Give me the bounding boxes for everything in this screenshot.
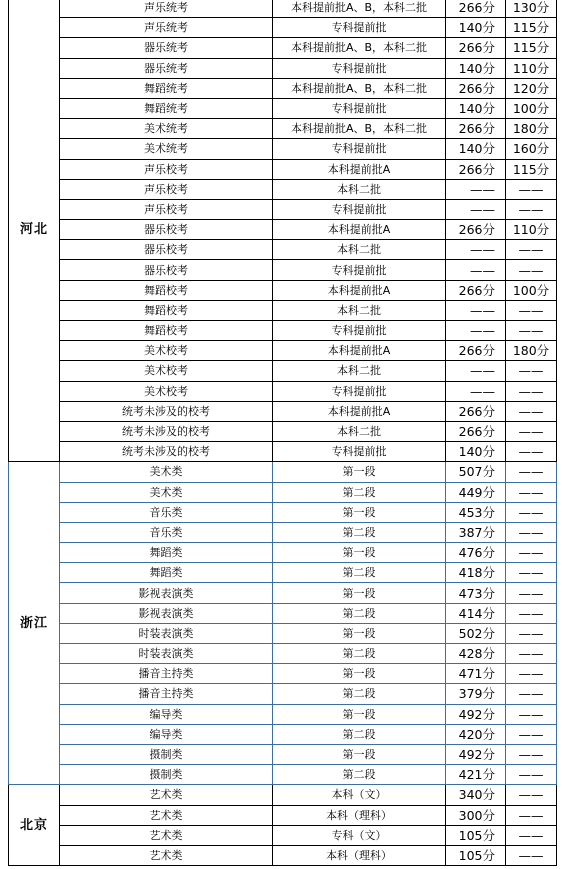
score-cell: 140分 bbox=[446, 98, 506, 118]
table-row bbox=[9, 199, 557, 219]
score-cell: 420分 bbox=[446, 724, 506, 744]
table-row bbox=[9, 18, 557, 38]
category-cell: 美术类 bbox=[60, 462, 273, 482]
subject-score-cell: —— bbox=[506, 401, 557, 421]
table-row bbox=[9, 603, 557, 623]
score-cell: 300分 bbox=[446, 805, 506, 825]
batch-cell: 第一段 bbox=[273, 704, 446, 724]
table-row bbox=[9, 704, 557, 724]
score-cell: 140分 bbox=[446, 58, 506, 78]
category-cell: 声乐校考 bbox=[60, 179, 273, 199]
category-cell: 艺术类 bbox=[60, 845, 273, 865]
batch-cell: 本科二批 bbox=[273, 421, 446, 441]
score-cell: 492分 bbox=[446, 744, 506, 764]
category-cell: 舞蹈类 bbox=[60, 543, 273, 563]
table-row bbox=[9, 98, 557, 118]
table-row bbox=[9, 58, 557, 78]
category-cell: 统考未涉及的校考 bbox=[60, 421, 273, 441]
batch-cell: 本科提前批A bbox=[273, 159, 446, 179]
batch-cell: 第一段 bbox=[273, 543, 446, 563]
table-row bbox=[9, 0, 557, 18]
subject-score-cell: —— bbox=[506, 502, 557, 522]
score-cell: 449分 bbox=[446, 482, 506, 502]
batch-cell: 第二段 bbox=[273, 765, 446, 785]
score-cell: —— bbox=[446, 361, 506, 381]
batch-cell: 本科提前批A、B，本科二批 bbox=[273, 119, 446, 139]
subject-score-cell: 160分 bbox=[506, 139, 557, 159]
score-cell: 266分 bbox=[446, 220, 506, 240]
table-row bbox=[9, 522, 557, 542]
batch-cell: 专科提前批 bbox=[273, 260, 446, 280]
category-cell: 声乐校考 bbox=[60, 199, 273, 219]
table-row bbox=[9, 260, 557, 280]
category-cell: 器乐校考 bbox=[60, 260, 273, 280]
batch-cell: 本科（文） bbox=[273, 785, 446, 805]
subject-score-cell: —— bbox=[506, 442, 557, 462]
subject-score-cell: 110分 bbox=[506, 220, 557, 240]
category-cell: 美术类 bbox=[60, 482, 273, 502]
subject-score-cell: —— bbox=[506, 543, 557, 563]
table-row bbox=[9, 361, 557, 381]
batch-cell: 本科提前批A bbox=[273, 401, 446, 421]
score-cell: —— bbox=[446, 381, 506, 401]
score-cell: 266分 bbox=[446, 38, 506, 58]
category-cell: 统考未涉及的校考 bbox=[60, 442, 273, 462]
category-cell: 艺术类 bbox=[60, 825, 273, 845]
batch-cell: 本科二批 bbox=[273, 240, 446, 260]
batch-cell: 本科二批 bbox=[273, 300, 446, 320]
table-row bbox=[9, 684, 557, 704]
table-row bbox=[9, 280, 557, 300]
category-cell: 音乐类 bbox=[60, 502, 273, 522]
table-row bbox=[9, 543, 557, 563]
category-cell: 音乐类 bbox=[60, 522, 273, 542]
category-cell: 声乐统考 bbox=[60, 18, 273, 38]
subject-score-cell: —— bbox=[506, 664, 557, 684]
subject-score-cell: —— bbox=[506, 381, 557, 401]
category-cell: 影视表演类 bbox=[60, 583, 273, 603]
category-cell: 器乐校考 bbox=[60, 220, 273, 240]
score-cell: —— bbox=[446, 321, 506, 341]
category-cell: 时装表演类 bbox=[60, 644, 273, 664]
score-cell: 428分 bbox=[446, 644, 506, 664]
subject-score-cell: —— bbox=[506, 482, 557, 502]
batch-cell: 专科提前批 bbox=[273, 139, 446, 159]
subject-score-cell: —— bbox=[506, 563, 557, 583]
subject-score-cell: —— bbox=[506, 583, 557, 603]
score-cell: 266分 bbox=[446, 421, 506, 441]
subject-score-cell: —— bbox=[506, 522, 557, 542]
score-cell: 266分 bbox=[446, 401, 506, 421]
province-cell: 北京 bbox=[9, 785, 60, 866]
table-row bbox=[9, 381, 557, 401]
table-row bbox=[9, 563, 557, 583]
table-row bbox=[9, 785, 557, 805]
subject-score-cell: —— bbox=[506, 321, 557, 341]
category-cell: 声乐校考 bbox=[60, 159, 273, 179]
category-cell: 艺术类 bbox=[60, 785, 273, 805]
score-cell: 340分 bbox=[446, 785, 506, 805]
table-row bbox=[9, 724, 557, 744]
score-cell: 266分 bbox=[446, 341, 506, 361]
score-cell: —— bbox=[446, 240, 506, 260]
subject-score-cell: —— bbox=[506, 644, 557, 664]
table-row bbox=[9, 220, 557, 240]
category-cell: 美术统考 bbox=[60, 119, 273, 139]
subject-score-cell: —— bbox=[506, 785, 557, 805]
batch-cell: 第一段 bbox=[273, 583, 446, 603]
category-cell: 器乐统考 bbox=[60, 38, 273, 58]
batch-cell: 专科提前批 bbox=[273, 381, 446, 401]
batch-cell: 本科提前批A、B，本科二批 bbox=[273, 0, 446, 18]
score-cell: 421分 bbox=[446, 765, 506, 785]
category-cell: 时装表演类 bbox=[60, 623, 273, 643]
table-row bbox=[9, 341, 557, 361]
batch-cell: 本科二批 bbox=[273, 179, 446, 199]
subject-score-cell: —— bbox=[506, 744, 557, 764]
batch-cell: 第二段 bbox=[273, 522, 446, 542]
table-row bbox=[9, 38, 557, 58]
batch-cell: 本科二批 bbox=[273, 361, 446, 381]
batch-cell: 本科（理科） bbox=[273, 845, 446, 865]
score-cell: 507分 bbox=[446, 462, 506, 482]
score-cell: 140分 bbox=[446, 139, 506, 159]
subject-score-cell: —— bbox=[506, 421, 557, 441]
province-cell: 浙江 bbox=[9, 462, 60, 785]
category-cell: 美术校考 bbox=[60, 341, 273, 361]
category-cell: 舞蹈校考 bbox=[60, 300, 273, 320]
subject-score-cell: 115分 bbox=[506, 159, 557, 179]
subject-score-cell: 100分 bbox=[506, 98, 557, 118]
batch-cell: 专科提前批 bbox=[273, 321, 446, 341]
score-cell: 502分 bbox=[446, 623, 506, 643]
category-cell: 舞蹈统考 bbox=[60, 78, 273, 98]
table-row bbox=[9, 159, 557, 179]
table-row bbox=[9, 300, 557, 320]
table-row bbox=[9, 179, 557, 199]
subject-score-cell: —— bbox=[506, 361, 557, 381]
table-row bbox=[9, 442, 557, 462]
batch-cell: 第二段 bbox=[273, 603, 446, 623]
table-row bbox=[9, 240, 557, 260]
category-cell: 器乐统考 bbox=[60, 58, 273, 78]
subject-score-cell: —— bbox=[506, 623, 557, 643]
category-cell: 器乐校考 bbox=[60, 240, 273, 260]
table-row bbox=[9, 845, 557, 865]
score-cell: 266分 bbox=[446, 159, 506, 179]
batch-cell: 第一段 bbox=[273, 664, 446, 684]
batch-cell: 第二段 bbox=[273, 684, 446, 704]
table-row bbox=[9, 401, 557, 421]
score-cell: —— bbox=[446, 300, 506, 320]
batch-cell: 第一段 bbox=[273, 744, 446, 764]
category-cell: 摄制类 bbox=[60, 765, 273, 785]
batch-cell: 本科提前批A、B，本科二批 bbox=[273, 78, 446, 98]
score-cell: 453分 bbox=[446, 502, 506, 522]
score-cell: 266分 bbox=[446, 280, 506, 300]
subject-score-cell: —— bbox=[506, 825, 557, 845]
subject-score-cell: —— bbox=[506, 765, 557, 785]
subject-score-cell: —— bbox=[506, 704, 557, 724]
category-cell: 美术校考 bbox=[60, 361, 273, 381]
table-row bbox=[9, 482, 557, 502]
score-cell: 266分 bbox=[446, 0, 506, 18]
score-cell: —— bbox=[446, 199, 506, 219]
subject-score-cell: —— bbox=[506, 260, 557, 280]
score-cell: 476分 bbox=[446, 543, 506, 563]
batch-cell: 本科提前批A bbox=[273, 341, 446, 361]
score-cell: 492分 bbox=[446, 704, 506, 724]
category-cell: 舞蹈校考 bbox=[60, 280, 273, 300]
score-cell: 414分 bbox=[446, 603, 506, 623]
category-cell: 播音主持类 bbox=[60, 664, 273, 684]
subject-score-cell: —— bbox=[506, 805, 557, 825]
subject-score-cell: 115分 bbox=[506, 38, 557, 58]
subject-score-cell: —— bbox=[506, 462, 557, 482]
subject-score-cell: —— bbox=[506, 240, 557, 260]
score-cell: 473分 bbox=[446, 583, 506, 603]
category-cell: 播音主持类 bbox=[60, 684, 273, 704]
score-table bbox=[8, 0, 557, 866]
table-row bbox=[9, 119, 557, 139]
batch-cell: 第一段 bbox=[273, 462, 446, 482]
subject-score-cell: —— bbox=[506, 199, 557, 219]
score-cell: 140分 bbox=[446, 18, 506, 38]
score-cell: —— bbox=[446, 260, 506, 280]
table-row bbox=[9, 78, 557, 98]
category-cell: 编导类 bbox=[60, 724, 273, 744]
batch-cell: 本科提前批A、B，本科二批 bbox=[273, 38, 446, 58]
score-cell: 471分 bbox=[446, 664, 506, 684]
subject-score-cell: —— bbox=[506, 845, 557, 865]
category-cell: 声乐统考 bbox=[60, 0, 273, 18]
category-cell: 艺术类 bbox=[60, 805, 273, 825]
subject-score-cell: —— bbox=[506, 179, 557, 199]
batch-cell: 第二段 bbox=[273, 563, 446, 583]
batch-cell: 专科提前批 bbox=[273, 442, 446, 462]
subject-score-cell: 180分 bbox=[506, 119, 557, 139]
score-cell: 266分 bbox=[446, 78, 506, 98]
batch-cell: 本科提前批A bbox=[273, 220, 446, 240]
score-cell: —— bbox=[446, 179, 506, 199]
table-row bbox=[9, 765, 557, 785]
batch-cell: 专科提前批 bbox=[273, 98, 446, 118]
subject-score-cell: —— bbox=[506, 603, 557, 623]
table-row bbox=[9, 744, 557, 764]
table-row bbox=[9, 321, 557, 341]
score-table-body bbox=[9, 0, 557, 866]
category-cell: 编导类 bbox=[60, 704, 273, 724]
score-cell: 418分 bbox=[446, 563, 506, 583]
category-cell: 统考未涉及的校考 bbox=[60, 401, 273, 421]
score-cell: 105分 bbox=[446, 845, 506, 865]
subject-score-cell: —— bbox=[506, 684, 557, 704]
category-cell: 美术校考 bbox=[60, 381, 273, 401]
batch-cell: 本科提前批A bbox=[273, 280, 446, 300]
category-cell: 摄制类 bbox=[60, 744, 273, 764]
batch-cell: 第二段 bbox=[273, 644, 446, 664]
batch-cell: 第一段 bbox=[273, 623, 446, 643]
score-cell: 379分 bbox=[446, 684, 506, 704]
category-cell: 舞蹈类 bbox=[60, 563, 273, 583]
batch-cell: 专科提前批 bbox=[273, 58, 446, 78]
province-cell: 河北 bbox=[9, 0, 60, 462]
table-row bbox=[9, 583, 557, 603]
batch-cell: 专科提前批 bbox=[273, 18, 446, 38]
batch-cell: 第二段 bbox=[273, 724, 446, 744]
table-row bbox=[9, 421, 557, 441]
table-row bbox=[9, 805, 557, 825]
score-cell: 266分 bbox=[446, 119, 506, 139]
table-row bbox=[9, 664, 557, 684]
table-row bbox=[9, 462, 557, 482]
subject-score-cell: 115分 bbox=[506, 18, 557, 38]
batch-cell: 第二段 bbox=[273, 482, 446, 502]
batch-cell: 专科（文） bbox=[273, 825, 446, 845]
table-row bbox=[9, 502, 557, 522]
table-row bbox=[9, 623, 557, 643]
batch-cell: 专科提前批 bbox=[273, 199, 446, 219]
subject-score-cell: —— bbox=[506, 300, 557, 320]
subject-score-cell: 180分 bbox=[506, 341, 557, 361]
category-cell: 影视表演类 bbox=[60, 603, 273, 623]
table-row bbox=[9, 139, 557, 159]
subject-score-cell: 110分 bbox=[506, 58, 557, 78]
category-cell: 美术统考 bbox=[60, 139, 273, 159]
subject-score-cell: 100分 bbox=[506, 280, 557, 300]
subject-score-cell: —— bbox=[506, 724, 557, 744]
subject-score-cell: 120分 bbox=[506, 78, 557, 98]
table-row bbox=[9, 825, 557, 845]
subject-score-cell: 130分 bbox=[506, 0, 557, 18]
category-cell: 舞蹈校考 bbox=[60, 321, 273, 341]
score-cell: 105分 bbox=[446, 825, 506, 845]
score-cell: 387分 bbox=[446, 522, 506, 542]
table-row bbox=[9, 644, 557, 664]
batch-cell: 本科（理科） bbox=[273, 805, 446, 825]
batch-cell: 第一段 bbox=[273, 502, 446, 522]
score-cell: 140分 bbox=[446, 442, 506, 462]
category-cell: 舞蹈统考 bbox=[60, 98, 273, 118]
